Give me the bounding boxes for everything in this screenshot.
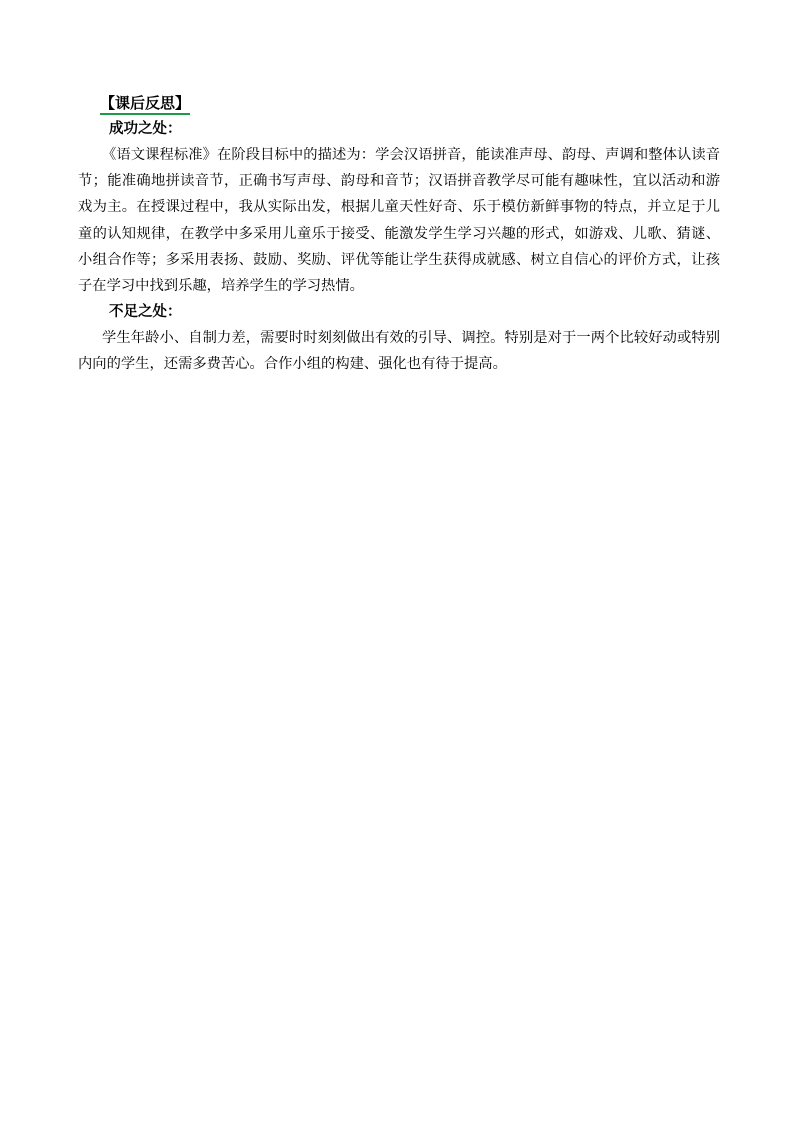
reflection-section <box>78 90 720 378</box>
section-heading-text: 【课后反思】 <box>100 94 190 115</box>
success-paragraph: 《语文课程标准》在阶段目标中的描述为：学会汉语拼音，能读准声母、韵母、声调和整体认读音节；能准确地拼读音节，正确书写声母、韵母和音节；汉语拼音教学尽可能有趣味性，宜以活动和游戏为主。在授课过程中，我从实际出发，根据儿童天性好奇、乐于模仿新鲜事物的特点，并立足于儿童的认知规律，在教学中多采用儿童乐于接受、能激发学生学习兴趣的形式，如游戏、儿歌、猜谜、小组合作等；多采用表扬、鼓励、奖励、评优等能让学生获得成就感、树立自信心的评价方式，让孩子在学习中找到乐趣，培养学生的学习热情。 <box>78 147 720 295</box>
shortcomings-heading: 不足之处： <box>109 304 182 321</box>
section-heading <box>100 90 720 116</box>
success-heading: 成功之处： <box>109 121 182 137</box>
shortcomings-paragraph: 学生年龄小、自制力差，需要时时刻刻做出有效的引导、调控。特别是对于一两个比较好动或特别内向的学生，还需多费苦心。合作小组的构建、强化也有待于提高。 <box>78 330 720 373</box>
